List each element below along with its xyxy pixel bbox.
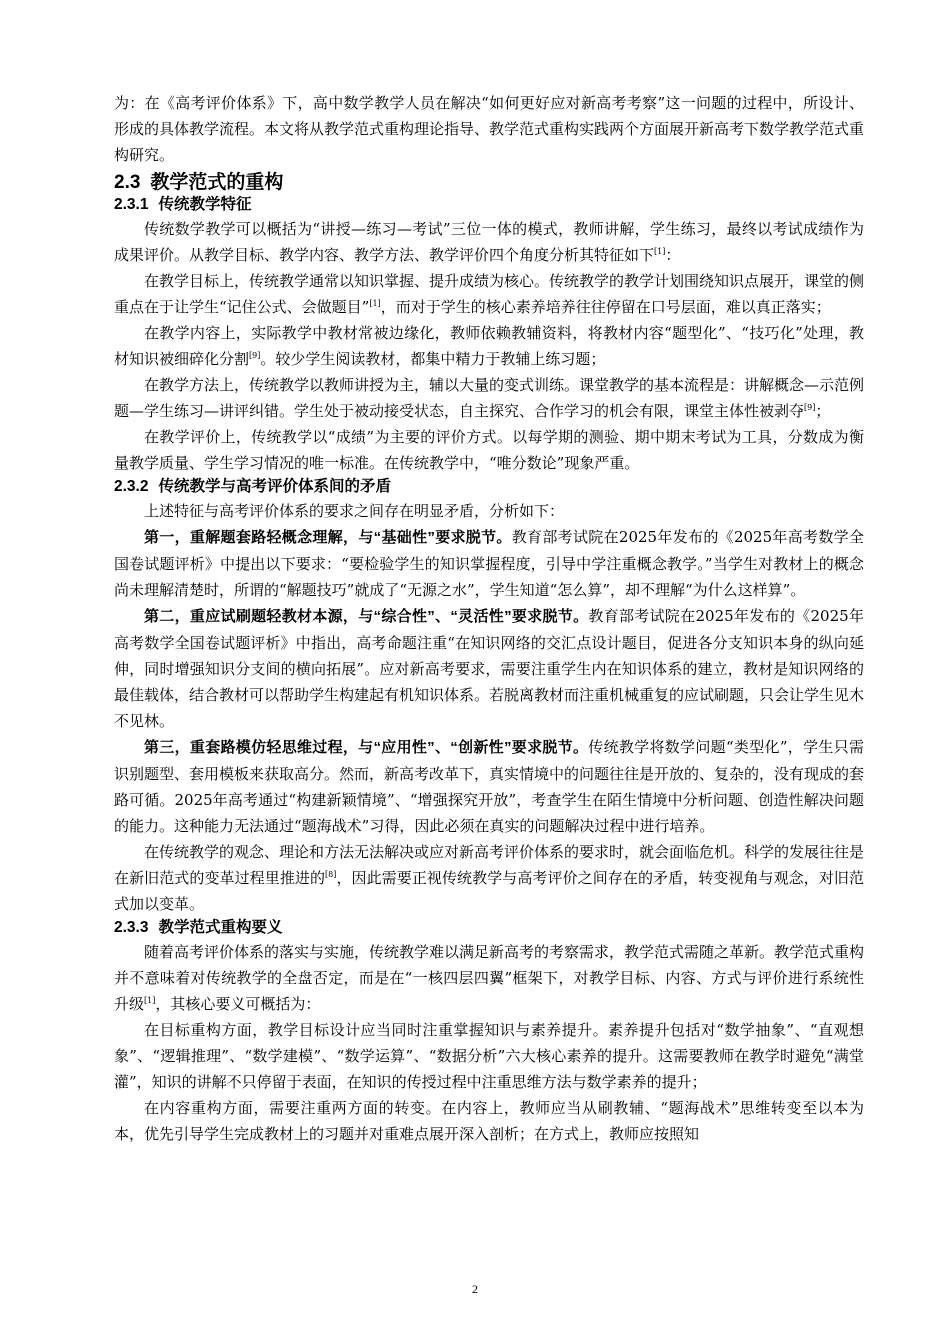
document-page bbox=[114, 90, 864, 1147]
paragraph: 在内容重构方面，需要注重两方面的转变。在内容上，教师应当从刷教辅、“题海战术”思维转变至以本为本，优先引导学生完成教材上的习题并对重难点展开深入剖析；在方式上，教师应按照知 bbox=[114, 1099, 864, 1143]
subsection-title: 传统教学与高考评价体系间的矛盾 bbox=[158, 478, 391, 495]
section-title: 教学范式的重构 bbox=[150, 172, 284, 193]
paragraph: 在教学评价上，传统教学以“成绩”为主要的评价方式。以每学期的测验、期中期末考试为工具，分数成为衡量教学质量、学生学习情况的唯一标准。在传统教学中，“唯分数论”现象严重。 bbox=[114, 428, 864, 472]
paragraph: 第一，重解题套路轻概念理解，与“基础性”要求脱节。教育部考试院在2025年发布的《2025年高考数学全国卷试题评析》中提出以下要求：“要检验学生的知识掌握程度，引导中学注重概念教学。”当学生对教材上的概念尚未理解清楚时，所谓的“解题技巧”就成了“无源之水”，学生知道“怎么算”，却不理解“为什么这样算”。 bbox=[114, 528, 864, 599]
section-number: 2.3 bbox=[114, 172, 141, 193]
paragraph: 在教学内容上，实际教学中教材常被边缘化，教师依赖教辅资料，将教材内容“题型化”、“技巧化”处理，教材知识被细碎化分割[9]。较少学生阅读教材，都集中精力于教辅上练习题； bbox=[114, 324, 864, 368]
citation: [1] bbox=[144, 996, 156, 1005]
paragraph: 传统数学教学可以概括为“讲授—练习—考试”三位一体的模式，教师讲解，学生练习，最终以考试成绩作为成果评价。从教学目标、教学内容、教学方法、教学评价四个角度分析其特征如下[1]： bbox=[114, 220, 864, 264]
citation: [9] bbox=[804, 403, 816, 412]
subsection-heading-2-3-3 bbox=[114, 917, 864, 939]
paragraph: 第二，重应试刷题轻教材本源，与“综合性”、“灵活性”要求脱节。教育部考试院在2025年发布的《2025年高考数学全国卷试题评析》中指出，高考命题注重“在知识网络的交汇点设计题目，促进各分支知识本身的纵向延伸，同时增强知识分支间的横向拓展”。应对新高考要求，需要注重学生内在知识体系的建立，教材是知识网络的最佳载体，结合教材可以帮助学生构建起有机知识体系。若脱离教材而注重机械重复的应试刷题，只会让学生见木不见林。 bbox=[114, 607, 865, 730]
citation: [9] bbox=[249, 351, 261, 360]
page-number: 2 bbox=[472, 1282, 478, 1296]
intro-paragraph: 为：在《高考评价体系》下，高中数学教学人员在解决“如何更好应对新高考考察”这一问题的过程中，所设计、形成的具体教学流程。本文将从教学范式重构理论指导、教学范式重构实践两个方面展开新高考下数学教学范式重构研究。 bbox=[114, 94, 865, 164]
subsection-title: 传统教学特征 bbox=[158, 196, 252, 213]
subsection-number: 2.3.2 bbox=[114, 478, 149, 495]
subsection-number: 2.3.1 bbox=[114, 196, 149, 213]
subsection-title: 教学范式重构要义 bbox=[158, 919, 283, 936]
bold-lead: 第三，重套路模仿轻思维过程，与“应用性”、“创新性”要求脱节。 bbox=[144, 739, 589, 756]
citation: [8] bbox=[325, 870, 337, 879]
paragraph: 上述特征与高考评价体系的要求之间存在明显矛盾，分析如下： bbox=[144, 502, 565, 520]
bold-lead: 第二，重应试刷题轻教材本源，与“综合性”、“灵活性”要求脱节。 bbox=[144, 608, 589, 625]
paragraph: 在教学方法上，传统教学以教师讲授为主，辅以大量的变式训练。课堂教学的基本流程是：讲解概念—示范例题—学生练习—讲评纠错。学生处于被动接受状态，自主探究、合作学习的机会有限，课堂主体性被剥夺[9]； bbox=[114, 376, 865, 420]
bold-lead: 第一，重解题套路轻概念理解，与“基础性”要求脱节。 bbox=[144, 529, 512, 546]
subsection-heading-2-3-1 bbox=[114, 194, 864, 216]
paragraph: 在目标重构方面，教学目标设计应当同时注重掌握知识与素养提升。素养提升包括对“数学抽象”、“直观想象”、“逻辑推理”、“数学建模”、“数学运算”、“数据分析”六大核心素养的提升。这需要教师在教学时避免“满堂灌”，知识的讲解不只停留于表面，在知识的传授过程中注重思维方法与数学素养的提升； bbox=[114, 1021, 864, 1091]
paragraph: 第三，重套路模仿轻思维过程，与“应用性”、“创新性”要求脱节。传统教学将数学问题“类型化”，学生只需识别题型、套用模板来获取高分。然而，新高考改革下，真实情境中的问题往往是开放的、复杂的，没有现成的套路可循。2025年高考通过“构建新颖情境”、“增强探究开放”，考查学生在陌生情境中分析问题、创造性解决问题的能力。这种能力无法通过“题海战术”习得，因此必须在真实的问题解决过程中进行培养。 bbox=[114, 738, 865, 835]
citation: [1] bbox=[369, 299, 381, 308]
paragraph: 随着高考评价体系的落实与实施，传统教学难以满足新高考的考察需求，教学范式需随之革新。教学范式重构并不意味着对传统教学的全盘否定，而是在“一核四层四翼”框架下，对教学目标、内容、方式与评价进行系统性升级[1]，其核心要义可概括为： bbox=[114, 943, 865, 1013]
paragraph: 在传统教学的观念、理论和方法无法解决或应对新高考评价体系的要求时，就会面临危机。科学的发展往往是在新旧范式的变革过程里推进的[8]，因此需要正视传统教学与高考评价之间存在的矛盾，转变视角与观念，对旧范式加以变革。 bbox=[114, 843, 865, 913]
citation: [1] bbox=[654, 247, 666, 256]
subsection-heading-2-3-2 bbox=[114, 476, 864, 498]
paragraph: 在教学目标上，传统教学通常以知识掌握、提升成绩为核心。传统教学的教学计划围绕知识点展开，课堂的侧重点在于让学生“记住公式、会做题目”[1]，而对于学生的核心素养培养往往停留在口号层面，难以真正落实； bbox=[114, 272, 865, 316]
subsection-number: 2.3.3 bbox=[114, 919, 149, 936]
section-heading bbox=[114, 172, 864, 194]
